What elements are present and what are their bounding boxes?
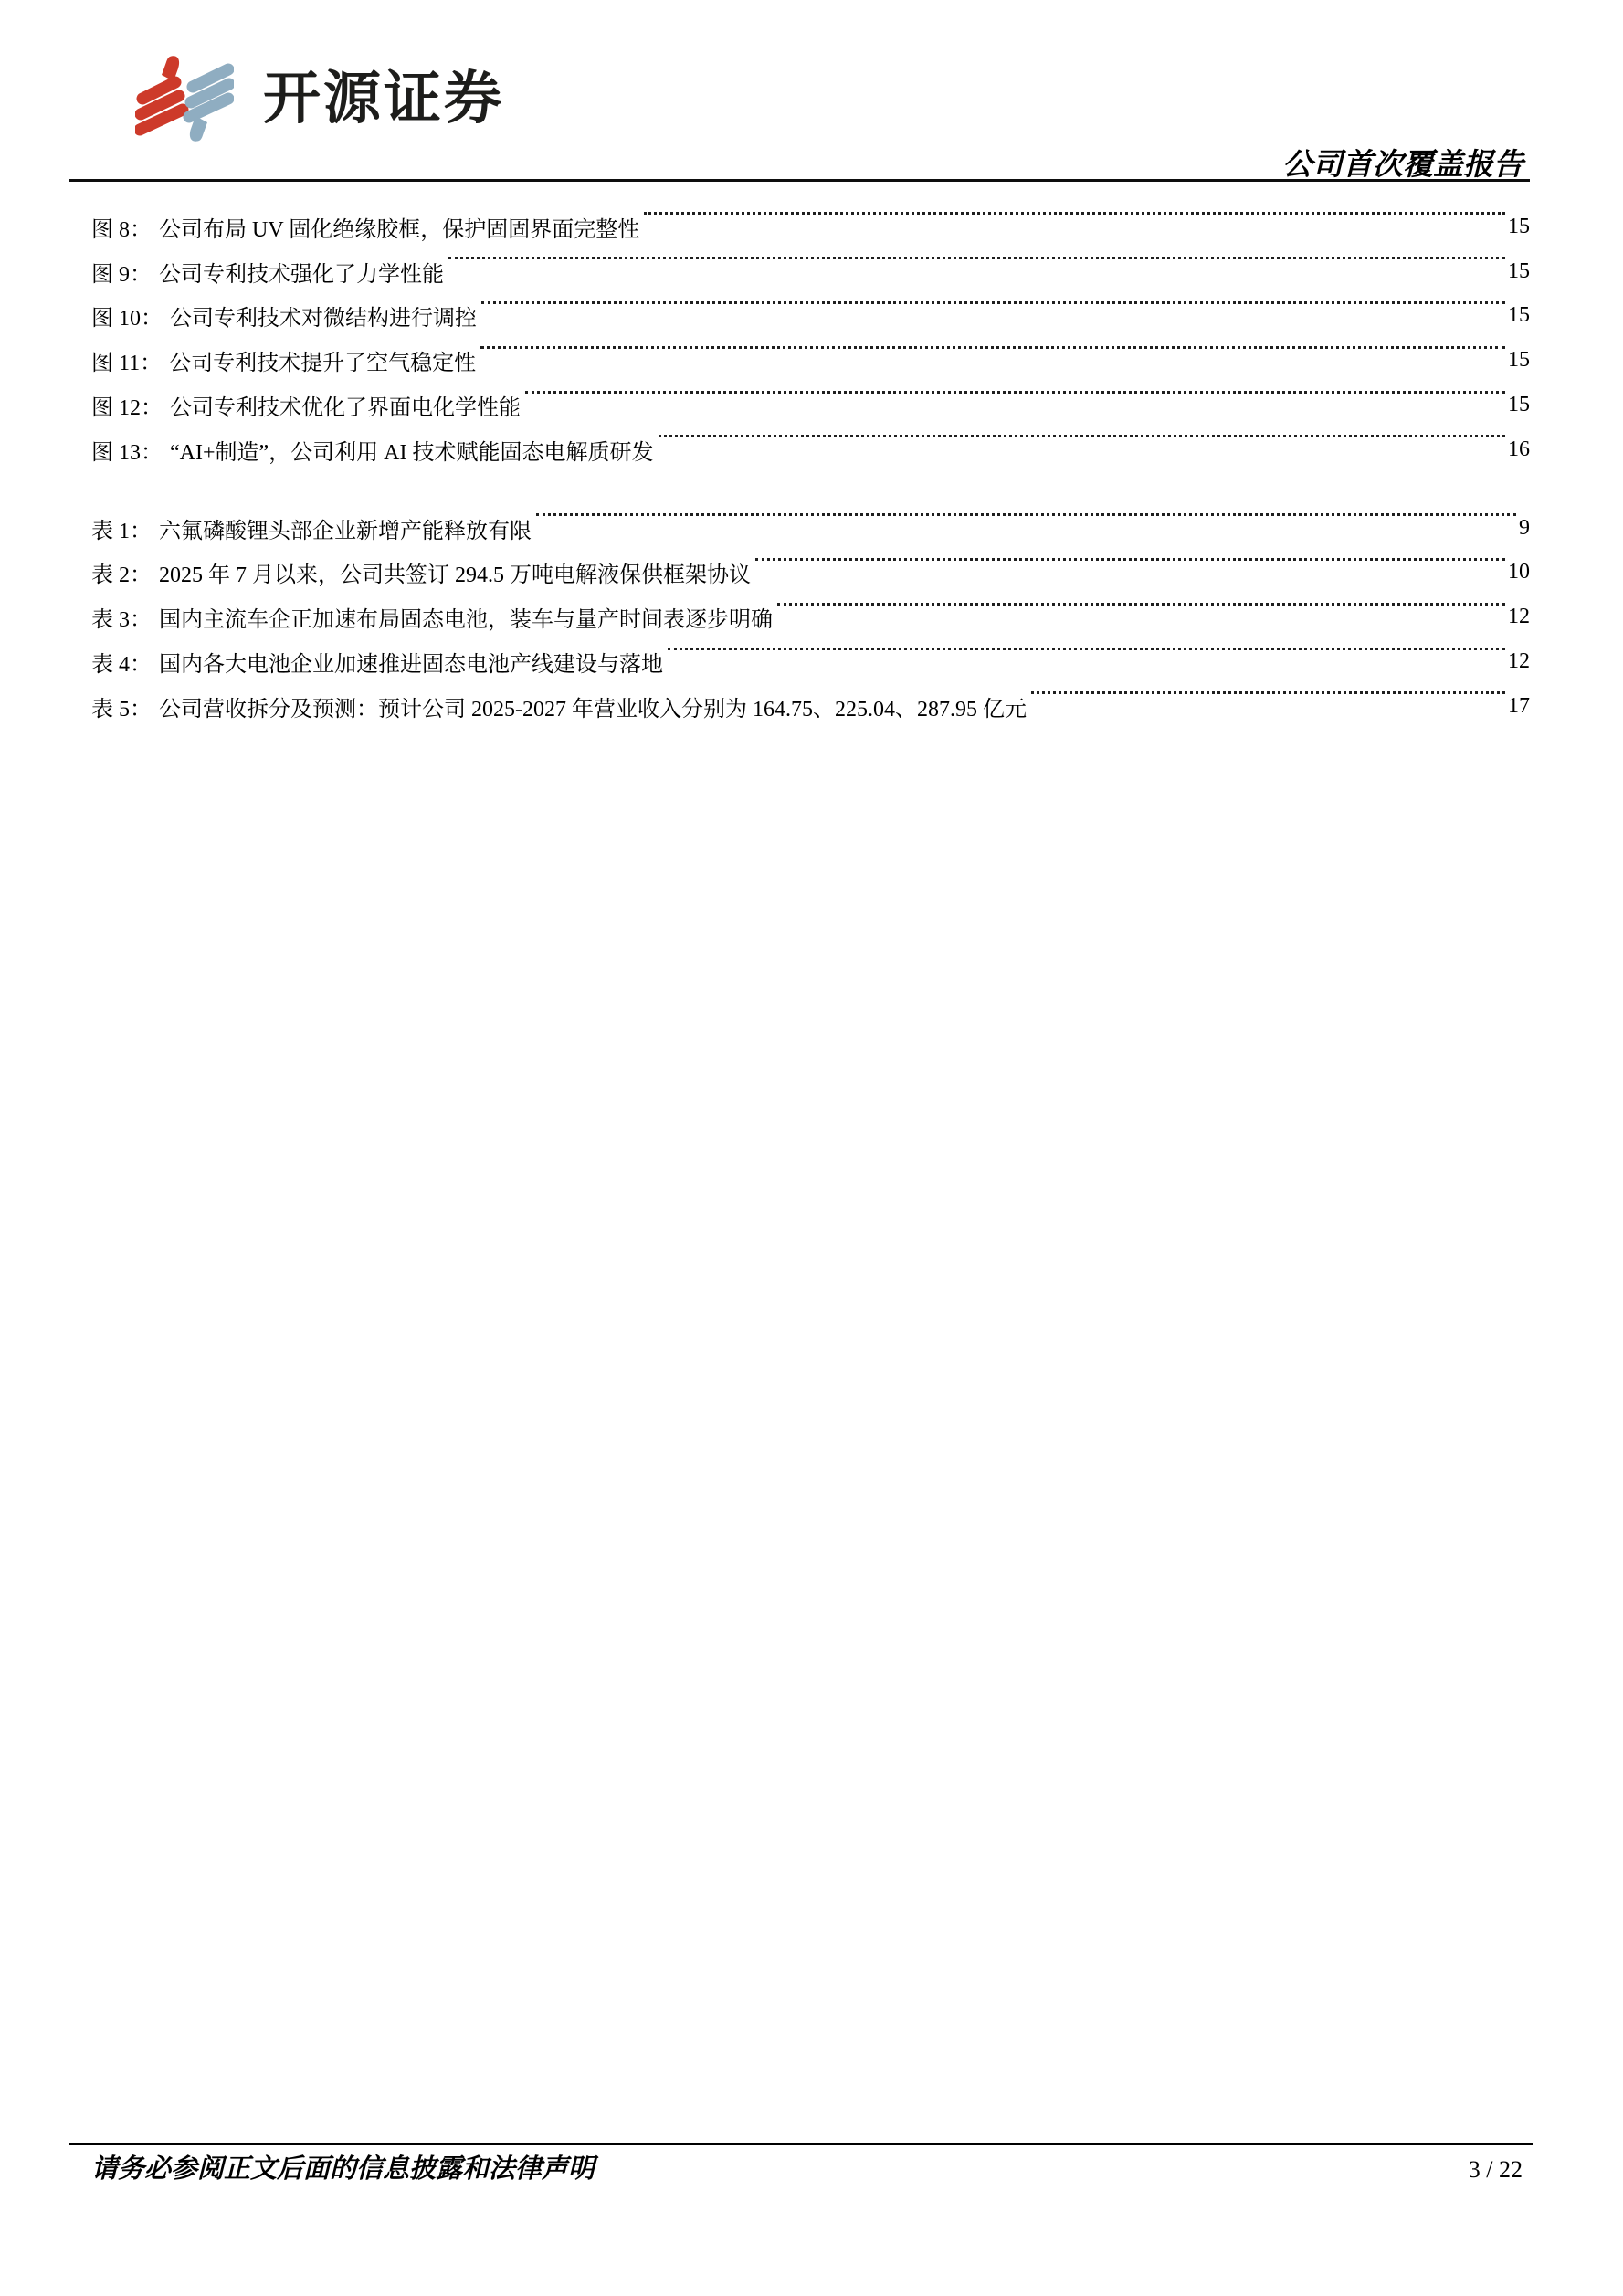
toc-entry-page: 15 bbox=[1508, 303, 1530, 328]
toc-entry-title: 公司专利技术强化了力学性能 bbox=[159, 262, 444, 287]
disclaimer-text: 请务必参阅正文后面的信息披露和法律声明 bbox=[91, 2154, 595, 2184]
toc-entry-title: 公司营收拆分及预测：预计公司 2025-2027 年营业收入分别为 164.75、225.04、287.95 亿元 bbox=[159, 697, 1027, 721]
toc-entry[interactable] bbox=[91, 551, 1530, 595]
figures-list bbox=[91, 205, 1530, 472]
toc-entry-label: 图 10： bbox=[91, 307, 163, 332]
toc-entry-page: 17 bbox=[1508, 693, 1530, 718]
brand-logo bbox=[135, 53, 504, 144]
toc-entry[interactable] bbox=[91, 427, 1530, 472]
toc-entry-label: 图 8： bbox=[91, 217, 152, 242]
toc-entry-label: 表 3： bbox=[91, 608, 152, 633]
toc-entry-page: 15 bbox=[1508, 393, 1530, 417]
toc-entry-title: 六氟磷酸锂头部企业新增产能释放有限 bbox=[159, 519, 532, 543]
tables-list bbox=[91, 506, 1530, 729]
toc-entry[interactable] bbox=[91, 249, 1530, 294]
toc-entry-label: 表 5： bbox=[91, 697, 152, 721]
footer-divider bbox=[69, 2143, 1533, 2145]
toc-entry[interactable] bbox=[91, 205, 1530, 249]
toc-entry[interactable] bbox=[91, 595, 1530, 639]
toc-entry-label: 图 9： bbox=[91, 262, 152, 287]
toc-entry-label: 表 1： bbox=[91, 519, 152, 543]
toc-entry-page: 10 bbox=[1508, 560, 1530, 585]
toc-entry-page: 9 bbox=[1519, 515, 1530, 540]
toc-entry-label: 表 4： bbox=[91, 653, 152, 678]
toc-entry-label: 图 13： bbox=[91, 440, 163, 465]
page-footer bbox=[91, 2148, 1523, 2185]
brand-name: 开源证券 bbox=[263, 65, 504, 132]
toc-entry-title: 公司专利技术对微结构进行调控 bbox=[170, 307, 477, 332]
toc-entry[interactable] bbox=[91, 383, 1530, 427]
toc-entry-page: 16 bbox=[1508, 437, 1530, 461]
toc-entry-page: 12 bbox=[1508, 649, 1530, 674]
toc-entry[interactable] bbox=[91, 639, 1530, 684]
toc-entry[interactable] bbox=[91, 684, 1530, 729]
toc-entry-title: 公司专利技术提升了空气稳定性 bbox=[169, 352, 477, 376]
toc-entry[interactable] bbox=[91, 294, 1530, 339]
toc-entry-title: “AI+制造”，公司利用 AI 技术赋能固态电解质研发 bbox=[170, 440, 654, 465]
toc-entry-label: 图 11： bbox=[91, 352, 163, 376]
toc-entry-title: 公司布局 UV 固化绝缘胶框，保护固固界面完整性 bbox=[159, 217, 640, 242]
toc-entry-title: 国内各大电池企业加速推进固态电池产线建设与落地 bbox=[159, 653, 663, 678]
toc-entry-page: 15 bbox=[1508, 348, 1530, 373]
toc-entry[interactable] bbox=[91, 506, 1530, 551]
toc-entry-label: 表 2： bbox=[91, 563, 152, 588]
toc-entry-title: 公司专利技术优化了界面电化学性能 bbox=[170, 396, 521, 421]
report-type-label: 公司首次覆盖报告 bbox=[1282, 149, 1523, 182]
toc-entry-label: 图 12： bbox=[91, 396, 163, 421]
toc-entry-page: 12 bbox=[1508, 605, 1530, 629]
kaiyuan-securities-logo-icon bbox=[135, 53, 234, 144]
toc-entry-title: 国内主流车企正加速布局固态电池，装车与量产时间表逐步明确 bbox=[159, 608, 773, 633]
toc-entry[interactable] bbox=[91, 338, 1530, 383]
toc-entry-page: 15 bbox=[1508, 258, 1530, 283]
table-of-contents bbox=[91, 205, 1530, 729]
toc-entry-page: 15 bbox=[1508, 214, 1530, 238]
page-number: 3 / 22 bbox=[1468, 2156, 1523, 2183]
toc-entry-title: 2025 年 7 月以来，公司共签订 294.5 万吨电解液保供框架协议 bbox=[159, 563, 751, 588]
header-divider bbox=[69, 179, 1530, 184]
